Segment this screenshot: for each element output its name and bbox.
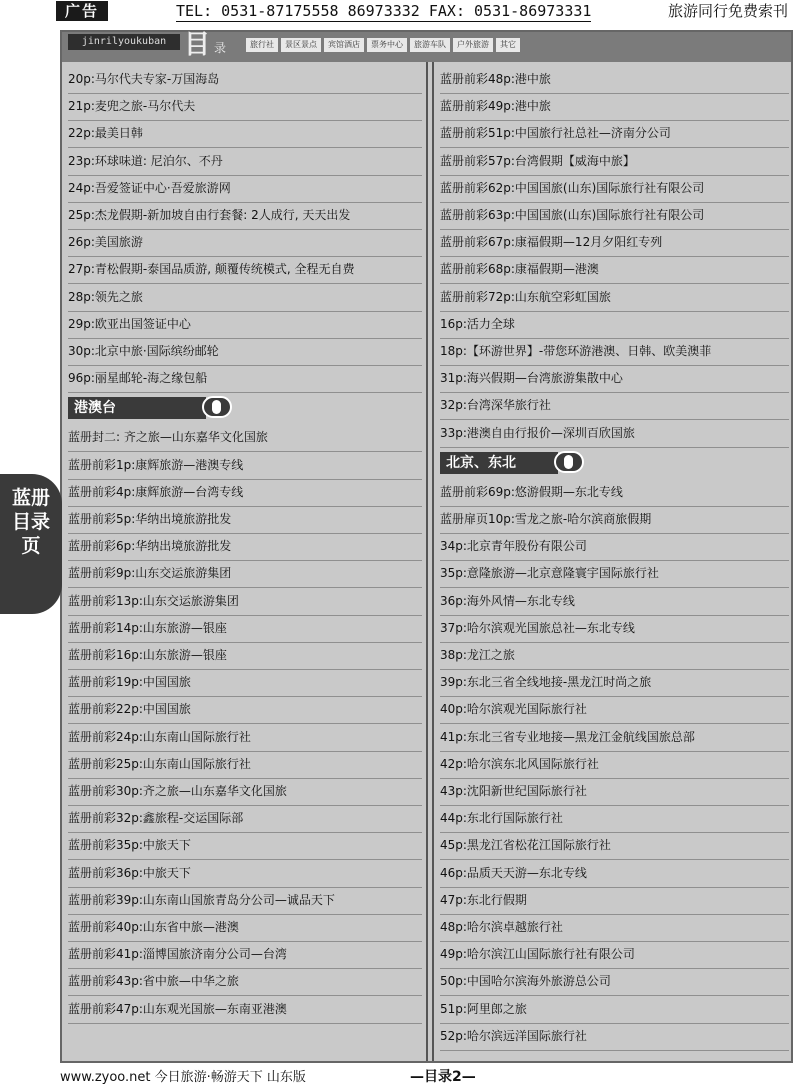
directory-entry[interactable]: 蓝册前彩35p:中旅天下 — [68, 832, 422, 860]
top-bar — [0, 0, 800, 22]
directory-entry[interactable]: 蓝册前彩25p:山东南山国际旅行社 — [68, 751, 422, 779]
directory-entry[interactable]: 50p:中国哈尔滨海外旅游总公司 — [440, 968, 789, 996]
ad-badge: 广告 — [56, 1, 108, 21]
directory-entry[interactable]: 23p:环球味道: 尼泊尔、不丹 — [68, 148, 422, 176]
directory-entry[interactable]: 蓝册前彩47p:山东观光国旅—东南亚港澳 — [68, 996, 422, 1024]
contact-info: TEL: 0531-87175558 86973332 FAX: 0531-86973331 — [176, 2, 592, 20]
section-title: 港澳台 — [68, 397, 206, 419]
category-tag[interactable]: 其它 — [496, 38, 520, 52]
directory-entry[interactable]: 37p:哈尔滨观光国旅总社—东北专线 — [440, 615, 789, 643]
directory-entry[interactable]: 蓝册前彩9p:山东交运旅游集团 — [68, 560, 422, 588]
directory-frame — [60, 30, 793, 1063]
directory-entry[interactable]: 27p:青松假期-泰国品质游, 颠覆传统模式, 全程无自费 — [68, 256, 422, 284]
directory-entry[interactable]: 38p:龙江之旅 — [440, 642, 789, 670]
directory-entry[interactable]: 蓝册前彩16p:山东旅游—银座 — [68, 642, 422, 670]
directory-entry[interactable]: 49p:哈尔滨江山国际旅行社有限公司 — [440, 941, 789, 969]
directory-entry[interactable]: 蓝册前彩14p:山东旅游—银座 — [68, 615, 422, 643]
category-tag[interactable]: 旅行社 — [246, 38, 278, 52]
directory-entry[interactable]: 蓝册前彩43p:省中旅—中华之旅 — [68, 968, 422, 996]
directory-entry[interactable]: 26p:美国旅游 — [68, 229, 422, 257]
header-title-main: 目 — [184, 30, 211, 60]
directory-entry[interactable]: 蓝册前彩68p:康福假期—港澳 — [440, 256, 789, 284]
directory-entry[interactable]: 蓝册前彩30p:齐之旅—山东嘉华文化国旅 — [68, 778, 422, 806]
directory-entry[interactable]: 46p:品质天天游—东北专线 — [440, 860, 789, 888]
directory-entry[interactable]: 蓝册前彩13p:山东交运旅游集团 — [68, 588, 422, 616]
side-tab-label: 蓝册目录页 — [12, 487, 51, 557]
directory-entry[interactable]: 蓝册前彩69p:悠游假期—东北专线 — [440, 479, 789, 507]
category-tag[interactable]: 票务中心 — [367, 38, 407, 52]
directory-entry[interactable]: 29p:欧亚出国签证中心 — [68, 311, 422, 339]
directory-entry[interactable]: 48p:哈尔滨卓越旅行社 — [440, 914, 789, 942]
page-number: —目录2— — [410, 1069, 476, 1085]
directory-entry[interactable]: 96p:丽星邮轮-海之缘包船 — [68, 365, 422, 393]
directory-entry[interactable]: 35p:意隆旅游—北京意隆寰宇国际旅行社 — [440, 560, 789, 588]
directory-entry[interactable]: 41p:东北三省专业地接—黑龙江金航线国旅总部 — [440, 724, 789, 752]
section-pill-icon — [554, 451, 584, 473]
directory-entry[interactable]: 31p:海兴假期—台湾旅游集散中心 — [440, 365, 789, 393]
directory-entry[interactable]: 42p:哈尔滨东北风国际旅行社 — [440, 751, 789, 779]
directory-entry[interactable]: 蓝册前彩67p:康福假期—12月夕阳红专列 — [440, 229, 789, 257]
directory-entry[interactable]: 52p:哈尔滨远洋国际旅行社 — [440, 1023, 789, 1051]
directory-entry[interactable]: 24p:吾爱签证中心·吾爱旅游网 — [68, 175, 422, 203]
directory-entry[interactable]: 蓝册前彩41p:淄博国旅济南分公司—台湾 — [68, 941, 422, 969]
directory-entry[interactable]: 51p:阿里郎之旅 — [440, 996, 789, 1024]
directory-entry[interactable]: 蓝册前彩62p:中国国旅(山东)国际旅行社有限公司 — [440, 175, 789, 203]
directory-entry[interactable]: 21p:麦兜之旅-马尔代夫 — [68, 93, 422, 121]
category-tag[interactable]: 景区景点 — [281, 38, 321, 52]
category-tags — [246, 38, 520, 52]
directory-entry[interactable]: 蓝册前彩40p:山东省中旅—港澳 — [68, 914, 422, 942]
directory-entry[interactable]: 蓝册前彩63p:中国国旅(山东)国际旅行社有限公司 — [440, 202, 789, 230]
directory-entry[interactable]: 33p:港澳自由行报价—深圳百欣国旅 — [440, 420, 789, 448]
header-title-sub: 录 — [214, 41, 227, 55]
directory-entry[interactable]: 蓝册前彩32p:鑫旅程-交运国际部 — [68, 805, 422, 833]
section-pill-icon — [202, 396, 232, 418]
directory-entry[interactable]: 30p:北京中旅·国际缤纷邮轮 — [68, 338, 422, 366]
directory-entry[interactable]: 39p:东北三省全线地接-黑龙江时尚之旅 — [440, 669, 789, 697]
directory-entry[interactable]: 32p:台湾深华旅行社 — [440, 392, 789, 420]
directory-entry[interactable]: 47p:东北行假期 — [440, 887, 789, 915]
directory-entry[interactable]: 蓝册前彩24p:山东南山国际旅行社 — [68, 724, 422, 752]
directory-entry[interactable]: 蓝册前彩36p:中旅天下 — [68, 860, 422, 888]
directory-entry[interactable]: 25p:杰龙假期-新加坡自由行套餐: 2人成行, 天天出发 — [68, 202, 422, 230]
directory-entry[interactable]: 蓝册封二: 齐之旅—山东嘉华文化国旅 — [68, 424, 422, 452]
directory-entry[interactable]: 蓝册前彩39p:山东南山国旅青岛分公司—诚品天下 — [68, 887, 422, 915]
directory-entry[interactable]: 蓝册前彩22p:中国国旅 — [68, 696, 422, 724]
directory-entry[interactable]: 40p:哈尔滨观光国际旅行社 — [440, 696, 789, 724]
logo: jinrilyoukuban — [68, 34, 180, 50]
directory-entry[interactable]: 43p:沈阳新世纪国际旅行社 — [440, 778, 789, 806]
directory-entry[interactable]: 20p:马尔代夫专家-万国海岛 — [68, 66, 422, 94]
directory-entry[interactable]: 蓝册前彩4p:康辉旅游—台湾专线 — [68, 479, 422, 507]
directory-entry[interactable]: 蓝册前彩19p:中国国旅 — [68, 669, 422, 697]
directory-entry[interactable]: 蓝册前彩72p:山东航空彩虹国旅 — [440, 284, 789, 312]
directory-entry[interactable]: 28p:领先之旅 — [68, 284, 422, 312]
right-column — [432, 62, 793, 1061]
left-column — [62, 62, 428, 1061]
directory-entry[interactable]: 蓝册前彩5p:华纳出境旅游批发 — [68, 506, 422, 534]
directory-entry[interactable]: 34p:北京青年股份有限公司 — [440, 533, 789, 561]
directory-entry[interactable]: 16p:活力全球 — [440, 311, 789, 339]
directory-entry[interactable]: 蓝册前彩57p:台湾假期【威海中旅】 — [440, 148, 789, 176]
directory-entry[interactable]: 44p:东北行国际旅行社 — [440, 805, 789, 833]
directory-entry[interactable]: 蓝册前彩48p:港中旅 — [440, 66, 789, 94]
category-tag[interactable]: 旅游车队 — [410, 38, 450, 52]
footer-site: www.zyoo.net 今日旅游·畅游天下 山东版 — [60, 1070, 306, 1085]
directory-header — [62, 32, 791, 62]
category-tag[interactable]: 宾馆酒店 — [324, 38, 364, 52]
directory-entry[interactable]: 蓝册前彩6p:华纳出境旅游批发 — [68, 533, 422, 561]
directory-entry[interactable]: 18p:【环游世界】-带您环游港澳、日韩、欧美澳菲 — [440, 338, 789, 366]
publication-title: 旅游同行免费索刊 — [667, 2, 788, 20]
directory-entry[interactable]: 36p:海外风情—东北专线 — [440, 588, 789, 616]
directory-entry[interactable]: 45p:黑龙江省松花江国际旅行社 — [440, 832, 789, 860]
category-tag[interactable]: 户外旅游 — [453, 38, 493, 52]
side-tab — [0, 474, 62, 614]
directory-entry[interactable]: 蓝册前彩51p:中国旅行社总社—济南分公司 — [440, 120, 789, 148]
directory-entry[interactable]: 蓝册前彩49p:港中旅 — [440, 93, 789, 121]
directory-entry[interactable]: 蓝册前彩1p:康辉旅游—港澳专线 — [68, 452, 422, 480]
directory-entry[interactable]: 蓝册扉页10p:雪龙之旅-哈尔滨商旅假期 — [440, 506, 789, 534]
section-title: 北京、东北 — [440, 452, 558, 474]
directory-entry[interactable]: 22p:最美日韩 — [68, 120, 422, 148]
